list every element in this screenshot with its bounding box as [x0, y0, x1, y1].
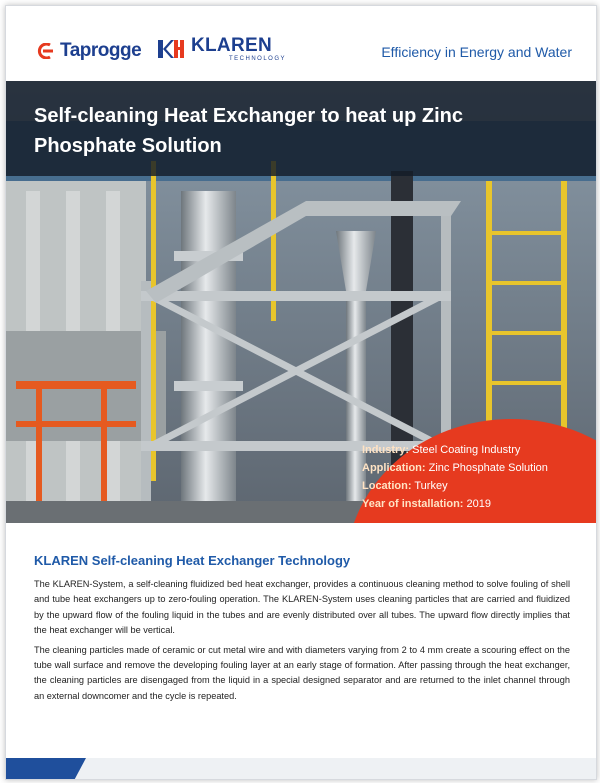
hero-title-banner — [6, 81, 596, 176]
taprogge-logo — [36, 40, 141, 62]
paragraph-1: The KLAREN-System, a self-cleaning fluidized bed heat exchanger, provides a continuous cleaning method to solve fouling of shell and tube heat exchangers up to zero-fouling operation. The KLAREN-System uses cleaning particles that are carried and fluidized by the upward flow of the fouling liquid in the tubes and are evenly distributed over all tubes. The upward flow directly implies that the heat exchanger will be vertical. — [34, 579, 570, 636]
footer-bar — [6, 758, 596, 779]
header — [6, 6, 596, 81]
klaren-logo-subtext: TECHNOLOGY — [229, 56, 287, 62]
tagline: Efficiency in Energy and Water — [381, 44, 572, 60]
taprogge-logo-text: Taprogge — [60, 40, 142, 61]
page-title: Self-cleaning Heat Exchanger to heat up Zinc Phosphate Solution — [34, 105, 463, 157]
body-content — [34, 553, 570, 708]
section-heading: KLAREN Self-cleaning Heat Exchanger Technology — [34, 553, 351, 568]
paragraph-2: The cleaning particles made of ceramic or cut metal wire and with diameters varying from 2 to 4 mm create a scouring effect on the tube wall surface and remove the developing fouling layer at an early stage of formation. After passing through the heat exchanger, the cleaning particles are disengaged from the liquid in a special designed separator and are returned to the inlet channel through an external downcomer and the cycle is repeated. — [34, 644, 570, 701]
taprogge-logo-icon — [36, 43, 56, 59]
info-industry: Industry: Steel Coating Industry — [362, 444, 521, 456]
klaren-logo-icon — [158, 38, 186, 60]
klaren-logo-text: KLAREN — [191, 35, 272, 56]
project-info — [362, 441, 548, 513]
info-application: Application: Zinc Phosphate Solution — [362, 462, 548, 474]
footer-accent — [6, 758, 86, 779]
info-location: Location: Turkey — [362, 480, 448, 492]
document-page — [5, 5, 597, 780]
info-year: Year of installation: 2019 — [362, 498, 492, 510]
klaren-logo — [158, 36, 286, 62]
hero-photo — [6, 81, 596, 523]
